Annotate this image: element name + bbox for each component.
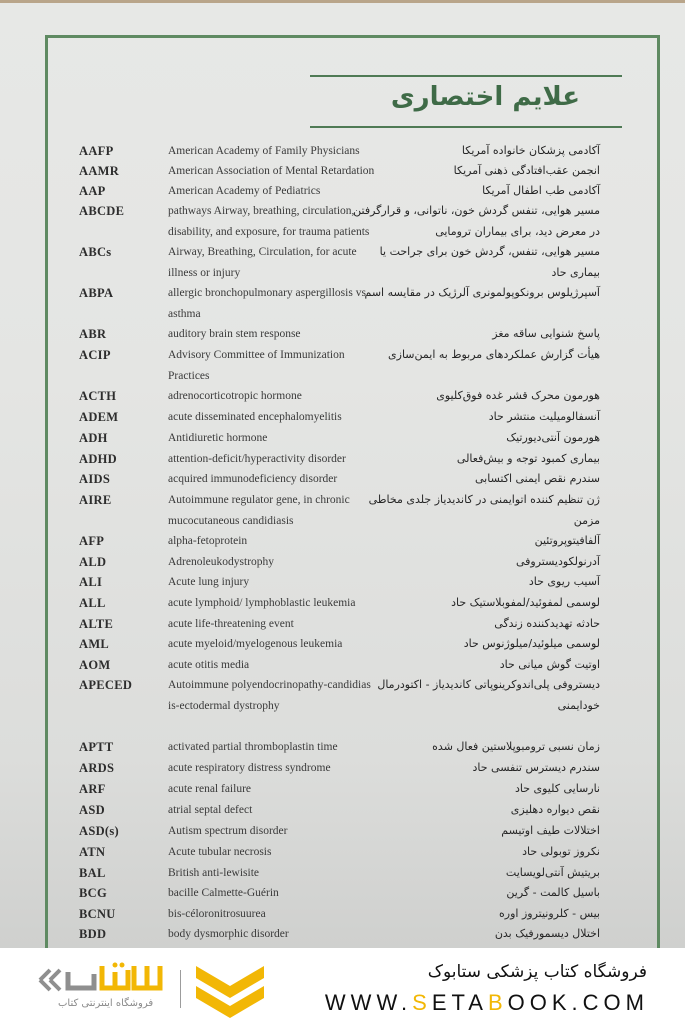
abbreviation: AOM [79,658,111,672]
abbreviation: ACTH [79,389,117,403]
persian-term: نکروز توبولی حاد [522,845,600,858]
persian-term: بیماری کمبود توجه و بیش‌فعالی [456,452,600,465]
persian-term: آکادمی پزشکان خانواده آمریکا [461,144,600,157]
abbreviation: ARF [79,782,106,796]
english-term: acute lymphoid/ lymphoblastic leukemia [168,597,356,609]
abbreviation: AIDS [79,472,111,486]
abbreviation: AAP [79,184,106,198]
abbreviation: APECED [79,678,133,692]
abbreviation: BCG [79,886,107,900]
persian-term: انجمن عقب‌افتادگی ذهنی آمریکا [453,164,600,177]
persian-term: آدرنولکودیستروفی [515,555,600,568]
english-term: Adrenoleukodystrophy [168,556,275,568]
abbreviation: ABR [79,327,107,341]
persian-term: سندرم نقص ایمنی اکتسابی [475,472,600,485]
english-term: Airway, Breathing, Circulation, for acute illness or injury [168,246,357,279]
english-term: bis-céloronitrosuurea [168,908,266,920]
persian-term: لوسمی لمفوئید/لمفوبلاستیک حاد [451,596,600,609]
english-term: acute life-threatening event [168,618,294,630]
persian-term: بیس - کلرونیتروز اوره [499,907,600,920]
persian-term: نارسایی کلیوی حاد [514,782,600,795]
abbreviation: ALD [79,555,107,569]
logo-divider [180,970,181,1008]
english-term: Acute tubular necrosis [168,846,272,858]
english-term: Autoimmune regulator gene, in chronic mucocutaneous candidiasis [168,494,350,527]
url-part: OOK.COM [507,990,649,1015]
title-rule-top [310,75,622,77]
persian-term: لوسمی میلوئید/میلوژنوس حاد [463,637,600,650]
persian-term: آسیب ریوی حاد [528,575,600,588]
persian-term: باسیل کالمت - گرین [506,886,600,899]
page-top-edge [0,0,685,3]
abbreviation: BCNU [79,907,116,921]
store-logo [28,962,268,1022]
chevron-logo-icon [194,962,266,1020]
english-term: British anti-lewisite [168,867,260,879]
english-term: bacille Calmette-Guérin [168,887,279,899]
logo-wordmark-icon [36,962,171,998]
english-term: alpha-fetoprotein [168,535,248,547]
english-term: auditory brain stem response [168,328,301,340]
abbreviation: ABCs [79,245,112,259]
abbreviation: AIRE [79,493,112,507]
persian-term: حادثه تهدیدکننده زندگی [494,617,600,630]
url-part: WWW. [324,990,413,1015]
abbreviation: BAL [79,866,106,880]
english-term: acute otitis media [168,659,250,671]
abbreviation: AML [79,637,110,651]
persian-term: هورمون آنتی‌دیورتیک [506,431,600,444]
abbreviation: AFP [79,534,105,548]
english-term: attention-deficit/hyperactivity disorder [168,453,346,465]
persian-term: زمان نسبی ترومبوپلاستین فعال شده [432,740,600,753]
persian-term: اختلالات طیف اوتیسم [501,824,600,837]
url-part-highlight: B [487,990,508,1015]
abbreviation: ALL [79,596,106,610]
page-title: علایم اختصاری [390,82,580,112]
english-term: pathways Airway, breathing, circulation, disability, and exposure, for trauma patients [168,205,370,238]
english-term: acute disseminated encephalomyelitis [168,411,342,423]
persian-term: هورمون محرک قشر غده فوق‌کلیوی [436,389,600,402]
english-term: American Academy of Family Physicians [168,145,360,157]
abbreviation: ATN [79,845,106,859]
abbreviation: ADH [79,431,108,445]
persian-term: مسیر هوایی، تنفس، گردش خون برای جراحت یا بیماری حاد [379,245,600,279]
english-term: Autoimmune polyendocrinopathy-candidiasis-ectodermal dystrophy [168,679,371,712]
store-name: فروشگاه کتاب پزشکی ستابوک [427,962,647,982]
english-term: activated partial thromboplastin time [168,741,338,753]
persian-term: اوتیت گوش میانی حاد [499,658,600,671]
persian-term: مسیر هوایی، تنفس گردش خون، ناتوانی، و قرارگرفتن در معرض دید، برای بیماران ترومایی [353,204,600,238]
abbreviation: AAMR [79,164,120,178]
logo-tagline: فروشگاه اینترنتی کتاب [58,998,154,1009]
persian-term: آسپرژیلوس برونکوپولمونری آلرژیک در مقایسه اسم [364,286,600,299]
abbreviation: ABPA [79,286,114,300]
english-term: Antidiuretic hormone [168,432,268,444]
persian-term: اختلال دیسمورفیک بدن [494,927,600,940]
english-term: allergic bronchopulmonary aspergillosis vs. asthma [168,287,369,320]
persian-term: سندرم دیسترس تنفسی حاد [472,761,600,774]
abbreviation: APTT [79,740,114,754]
store-url[interactable] [325,990,649,1016]
abbreviation: ASD [79,803,105,817]
url-part: ETA [431,990,488,1015]
abbreviation: ADHD [79,452,118,466]
persian-term: پاسخ شنوایی ساقه مغز [492,327,600,340]
abbreviation: ADEM [79,410,119,424]
url-part-highlight: S [412,990,432,1015]
english-term: acute renal failure [168,783,251,795]
abbreviation: BDD [79,927,107,941]
english-term: American Association of Mental Retardation [168,165,375,177]
english-term: acquired immunodeficiency disorder [168,473,338,485]
abbreviation: ARDS [79,761,115,775]
abbreviation: ALI [79,575,103,589]
abbreviation: AAFP [79,144,114,158]
abbreviation: ACIP [79,348,111,362]
english-term: acute myeloid/myelogenous leukemia [168,638,343,650]
persian-term: ژن تنظیم کننده اتوایمنی در کاندیدیاز جلدی مخاطی مزمن [368,493,600,527]
persian-term: دیستروفی پلی‌اندوکرینوپاتی کاندیدیاز - اکتودرمال خودایمنی [377,678,600,712]
persian-term: آلفافیتوپروتئین [534,534,600,547]
persian-term: بریتیش آنتی‌لویسایت [505,866,600,879]
persian-term: هیأت گزارش عملکردهای مربوط به ایمن‌سازی [388,348,600,361]
english-term: Advisory Committee of Immunization Practices [168,349,345,382]
title-rule-bottom [310,126,622,128]
english-term: acute respiratory distress syndrome [168,762,331,774]
persian-term: آنسفالومیلیت منتشر حاد [488,410,600,423]
english-term: atrial septal defect [168,804,253,816]
english-term: Autism spectrum disorder [168,825,288,837]
persian-term: نقص دیواره دهلیزی [510,803,600,816]
persian-term: آکادمی طب اطفال آمریکا [482,184,600,197]
abbreviation: ALTE [79,617,114,631]
english-term: adrenocorticotropic hormone [168,390,302,402]
english-term: body dysmorphic disorder [168,928,289,940]
abbreviation: ABCDE [79,204,125,218]
english-term: Acute lung injury [168,576,250,588]
english-term: American Academy of Pediatrics [168,185,321,197]
abbreviation: ASD(s) [79,824,119,838]
page-title-block [310,72,622,130]
